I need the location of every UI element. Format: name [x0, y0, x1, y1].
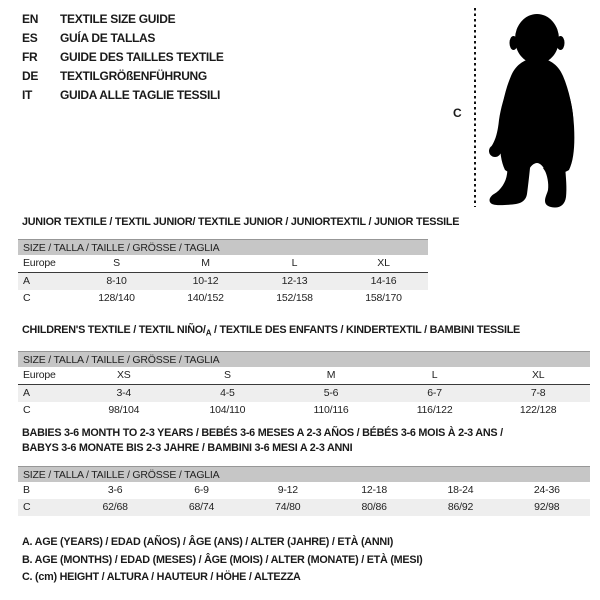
- value-cell: 3-6: [107, 484, 123, 496]
- value-cell: 80/86: [361, 501, 387, 513]
- row-label: C: [23, 501, 31, 513]
- title-part: / TEXTILE DES ENFANTS / KINDERTEXTIL / BAMBINI TESSILE: [211, 324, 521, 336]
- legend-notes: [22, 534, 422, 587]
- value-cell: 7-8: [530, 387, 546, 399]
- row-label: C: [23, 404, 31, 416]
- language-row-fr: [22, 48, 224, 67]
- size-cell: S: [223, 369, 231, 381]
- language-row-en: [22, 10, 224, 29]
- language-title: TEXTILE SIZE GUIDE: [60, 12, 176, 26]
- language-code: ES: [22, 31, 38, 45]
- table-row-height: [18, 402, 590, 419]
- language-code: DE: [22, 69, 39, 83]
- table-row-months: [18, 482, 590, 499]
- size-cell: L: [291, 257, 298, 269]
- children-table: [18, 351, 590, 419]
- junior-table: [18, 239, 428, 307]
- value-cell: 14-16: [370, 275, 397, 287]
- row-label: B: [23, 484, 30, 496]
- row-label: A: [23, 275, 30, 287]
- size-cell: XS: [116, 369, 131, 381]
- value-cell: 4-5: [220, 387, 235, 399]
- table-row-age: [18, 385, 590, 402]
- size-header-bar: SIZE / TALLA / TAILLE / GRÖSSE / TAGLIA: [18, 466, 590, 482]
- height-dotted-line: [474, 8, 476, 207]
- size-cell: XL: [377, 257, 390, 269]
- value-cell: 98/104: [108, 404, 140, 416]
- value-cell: 152/158: [276, 292, 313, 304]
- babies-title-line1: BABIES 3-6 MONTH TO 2-3 YEARS / BEBÉS 3-6 MESES A 2-3 AÑOS / BÉBÉS 3-6 MOIS À 2-3 ANS /: [22, 427, 503, 439]
- height-c-label: C: [453, 106, 462, 120]
- table-row-europe: [18, 255, 428, 273]
- size-cell: M: [326, 369, 336, 381]
- value-cell: 5-6: [323, 387, 339, 399]
- value-cell: 8-10: [106, 275, 127, 287]
- babies-title-line2: BABYS 3-6 MONATE BIS 2-3 JAHRE / BAMBINI 3-6 MESI A 2-3 ANNI: [22, 442, 353, 454]
- table-row-height: [18, 290, 428, 307]
- value-cell: 74/80: [275, 501, 301, 513]
- value-cell: 140/152: [187, 292, 224, 304]
- language-title: GUÍA DE TALLAS: [60, 31, 156, 45]
- value-cell: 9-12: [277, 484, 298, 496]
- value-cell: 6-7: [427, 387, 442, 399]
- junior-table-title: JUNIOR TEXTILE / TEXTIL JUNIOR/ TEXTILE JUNIOR / JUNIORTEXTIL / JUNIOR TESSILE: [22, 216, 460, 228]
- value-cell: 92/98: [534, 501, 560, 513]
- language-row-de: [22, 67, 224, 86]
- children-table-title: [22, 323, 588, 341]
- language-code: IT: [22, 88, 33, 102]
- value-cell: 3-4: [116, 387, 132, 399]
- title-subscript: A: [205, 328, 212, 338]
- size-header-bar: SIZE / TALLA / TAILLE / GRÖSSE / TAGLIA: [18, 351, 590, 367]
- title-part: CHILDREN'S TEXTILE / TEXTIL NIÑO/: [22, 324, 206, 336]
- value-cell: 18-24: [447, 484, 474, 496]
- value-cell: 12-13: [281, 275, 308, 287]
- value-cell: 116/122: [416, 404, 453, 416]
- value-cell: 128/140: [98, 292, 135, 304]
- row-label: Europe: [23, 257, 56, 269]
- table-row-height: [18, 499, 590, 516]
- language-title: GUIDE DES TAILLES TEXTILE: [60, 50, 224, 64]
- note-a: A. AGE (YEARS) / EDAD (AÑOS) / ÂGE (ANS) / ALTER (JAHRE) / ETÀ (ANNI): [22, 536, 394, 548]
- value-cell: 158/170: [365, 292, 402, 304]
- language-row-es: [22, 29, 224, 48]
- size-cell: M: [201, 257, 210, 269]
- value-cell: 12-18: [361, 484, 388, 496]
- value-cell: 24-36: [533, 484, 560, 496]
- value-cell: 62/68: [102, 501, 128, 513]
- value-cell: 104/110: [209, 404, 246, 416]
- value-cell: 6-9: [194, 484, 209, 496]
- size-cell: L: [431, 369, 438, 381]
- value-cell: 68/74: [188, 501, 215, 513]
- value-cell: 10-12: [192, 275, 219, 287]
- language-code: FR: [22, 50, 38, 64]
- note-b: B. AGE (MONTHS) / EDAD (MESES) / ÂGE (MOIS) / ALTER (MONATE) / ETÀ (MESI): [22, 553, 423, 566]
- language-row-it: [22, 86, 224, 105]
- note-c: C. (cm) HEIGHT / ALTURA / HAUTEUR / HÖHE / ALTEZZA: [22, 571, 301, 583]
- row-label: C: [23, 292, 31, 304]
- babies-table-title: [22, 426, 588, 456]
- table-row-europe: [18, 367, 590, 385]
- language-list: [22, 10, 224, 105]
- value-cell: 122/128: [519, 404, 557, 416]
- value-cell: 86/92: [447, 501, 474, 513]
- toddler-silhouette-icon: [486, 8, 588, 208]
- row-label: A: [23, 387, 30, 399]
- language-title: GUIDA ALLE TAGLIE TESSILI: [60, 88, 221, 102]
- size-header-bar: SIZE / TALLA / TAILLE / GRÖSSE / TAGLIA: [18, 239, 428, 255]
- babies-table: [18, 466, 590, 516]
- language-code: EN: [22, 12, 39, 26]
- size-cell: S: [113, 257, 120, 269]
- row-label: Europe: [23, 369, 56, 381]
- value-cell: 110/116: [313, 404, 349, 416]
- language-title: TEXTILGRÖßENFÜHRUNG: [60, 69, 207, 83]
- table-row-age: [18, 273, 428, 290]
- size-cell: XL: [531, 369, 545, 381]
